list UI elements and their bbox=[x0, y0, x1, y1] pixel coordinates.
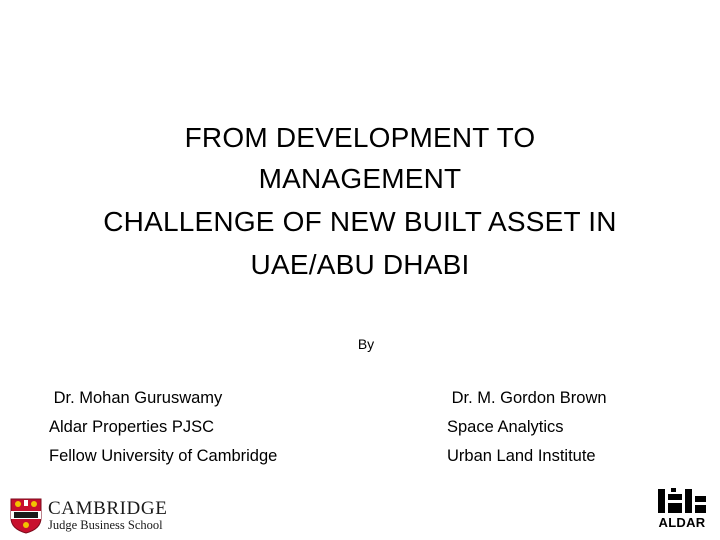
author-left-affiliation: Fellow University of Cambridge bbox=[49, 447, 278, 465]
title-line-3: CHALLENGE OF NEW BUILT ASSET IN bbox=[103, 206, 617, 237]
author-left-org: Aldar Properties PJSC bbox=[49, 418, 215, 436]
by-label: By bbox=[357, 336, 375, 352]
author-left-name: Dr. Mohan Guruswamy bbox=[49, 389, 223, 407]
cambridge-logo-subtitle: Judge Business School bbox=[48, 518, 163, 532]
author-right-name: Dr. M. Gordon Brown bbox=[447, 389, 607, 407]
title-line-4: UAE/ABU DHABI bbox=[250, 249, 470, 280]
cambridge-shield-icon bbox=[10, 498, 42, 539]
cambridge-logo-name: CAMBRIDGE bbox=[48, 498, 168, 519]
author-right-org: Space Analytics bbox=[447, 418, 564, 436]
title-line-2: MANAGEMENT bbox=[258, 163, 462, 194]
aldar-logo-name: ALDAR bbox=[658, 515, 706, 530]
title-line-1: FROM DEVELOPMENT TO bbox=[184, 122, 536, 153]
author-right-affiliation: Urban Land Institute bbox=[447, 447, 596, 465]
